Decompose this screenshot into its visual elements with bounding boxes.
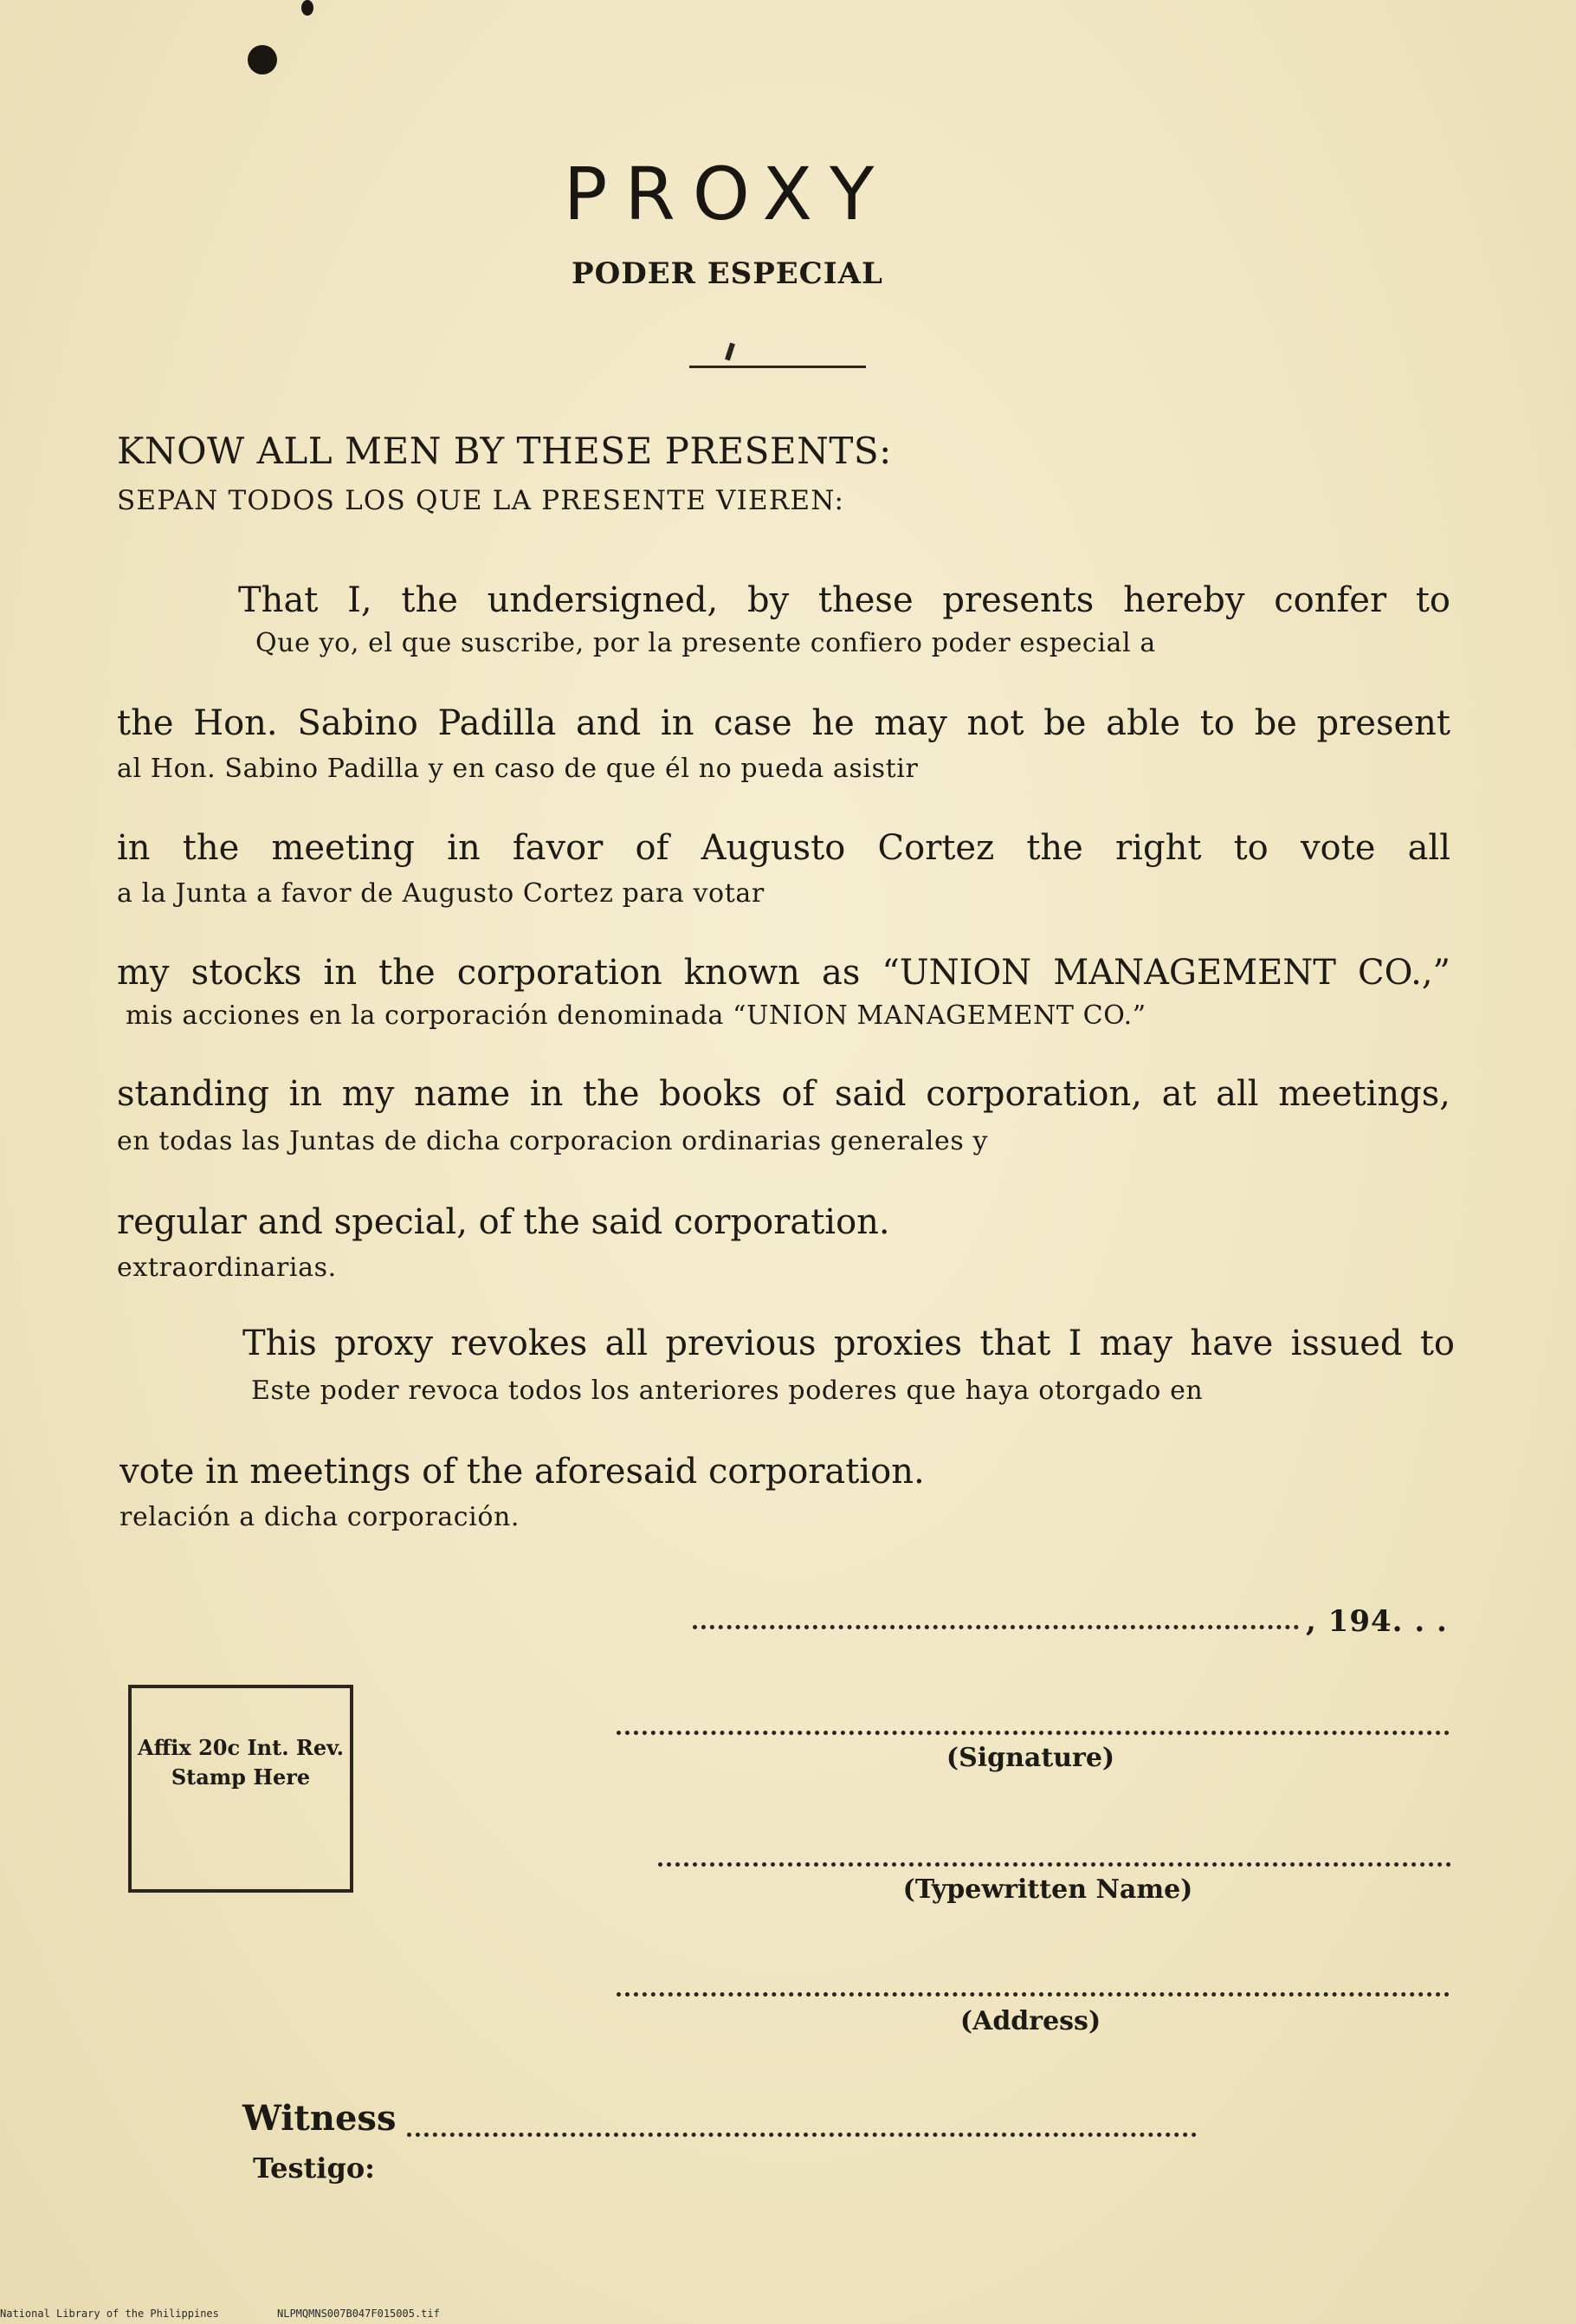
- body-line-en: vote in meetings of the aforesaid corporation.: [119, 1452, 925, 1492]
- body-line-en: in the meeting in favor of Augusto Cortez the right to vote all: [117, 828, 1450, 868]
- date-field-line[interactable]: [693, 1625, 1299, 1629]
- body-line-es: a la Junta a favor de Augusto Cortez para votar: [117, 878, 765, 909]
- body-line-es: extraordinarias.: [117, 1253, 337, 1283]
- address-field-line[interactable]: [617, 1992, 1450, 1997]
- address-label: (Address): [959, 2006, 1101, 2036]
- body-line-en: That I, the undersigned, by these presents hereby confer to: [238, 580, 1450, 620]
- body-line-en: regular and special, of the said corporation.: [117, 1202, 890, 1242]
- heading-spanish: SEPAN TODOS LOS QUE LA PRESENTE VIEREN:: [117, 485, 845, 516]
- document-subtitle: PODER ESPECIAL: [572, 256, 883, 291]
- body-line-es: en todas las Juntas de dicha corporacion ordinarias generales y: [117, 1126, 989, 1156]
- decorative-tick: [725, 343, 735, 361]
- body-line-es: Este poder revoca todos los anteriores poderes que haya otorgado en: [251, 1376, 1204, 1406]
- revenue-stamp-box: [128, 1685, 353, 1893]
- body-line-en: the Hon. Sabino Padilla and in case he may not be able to be present: [117, 703, 1450, 743]
- date-year-suffix: , 194. . .: [1306, 1604, 1448, 1639]
- ink-blot: [301, 0, 313, 16]
- stamp-instruction: Affix 20c Int. Rev. Stamp Here: [137, 1735, 345, 1790]
- ink-blot: [248, 45, 277, 74]
- typewritten-name-field-line[interactable]: [658, 1862, 1451, 1867]
- body-line-en: my stocks in the corporation known as “UNION MANAGEMENT CO.,”: [117, 953, 1450, 993]
- title-divider: [689, 366, 866, 368]
- document-title: PROXY: [563, 152, 892, 236]
- heading-english: KNOW ALL MEN BY THESE PRESENTS:: [117, 430, 892, 472]
- footer-source: National Library of the Philippines: [0, 2308, 219, 2320]
- body-line-es: al Hon. Sabino Padilla y en caso de que él no pueda asistir: [117, 754, 919, 784]
- witness-label-spanish: Testigo:: [253, 2152, 375, 2185]
- typewritten-name-label: (Typewritten Name): [902, 1874, 1193, 1905]
- footer-filename: NLPMQMNS007B047F015005.tif: [277, 2308, 440, 2320]
- witness-label: Witness: [242, 2098, 397, 2139]
- signature-field-line[interactable]: [617, 1731, 1450, 1735]
- witness-field-line[interactable]: [407, 2133, 1197, 2137]
- signature-label: (Signature): [946, 1743, 1115, 1773]
- body-line-es: mis acciones en la corporación denominada “UNION MANAGEMENT CO.”: [126, 1000, 1146, 1031]
- body-line-en: This proxy revokes all previous proxies that I may have issued to: [242, 1324, 1455, 1363]
- body-line-en: standing in my name in the books of said corporation, at all meetings,: [117, 1074, 1450, 1114]
- body-line-es: relación a dicha corporación.: [119, 1502, 520, 1532]
- body-line-es: Que yo, el que suscribe, por la presente confiero poder especial a: [255, 628, 1156, 658]
